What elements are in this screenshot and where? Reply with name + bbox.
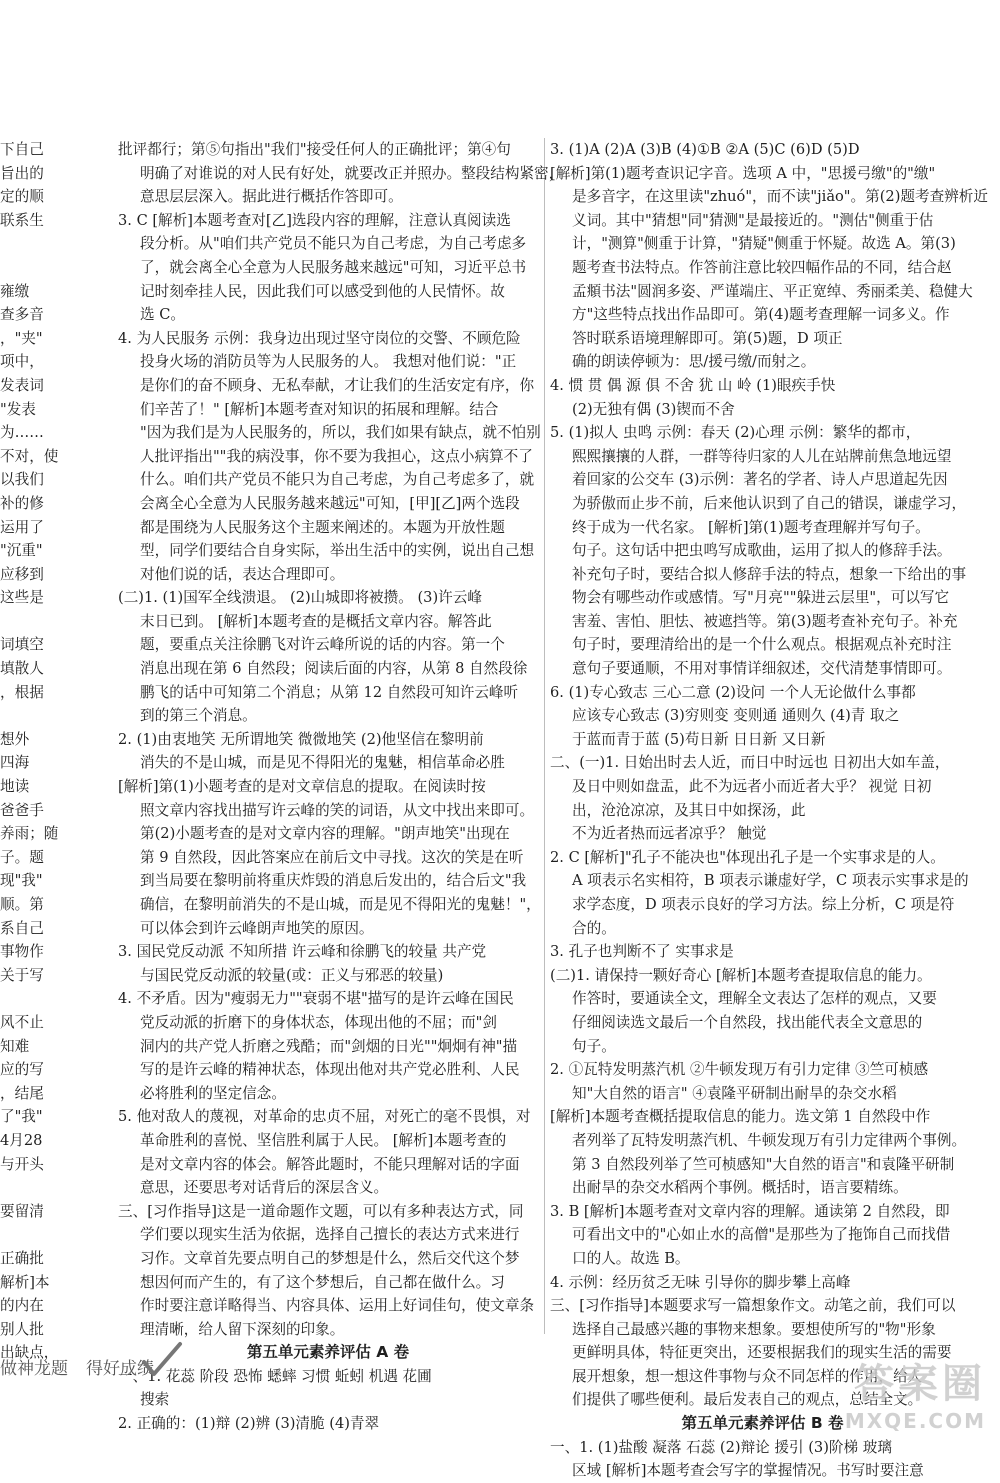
text-line: 必将胜利的坚定信念。 bbox=[140, 1084, 286, 1102]
text-line: 对他们说的话，表达合理即可。 bbox=[140, 565, 345, 583]
text-line: 人批评指出""我的病没事，你不要为我担心，这点小病算不了 bbox=[140, 447, 533, 465]
text-line: 出耐旱的杂交水稻两个事例。概括时，语言要精练。 bbox=[572, 1179, 908, 1197]
text-line: 党反动派的折磨下的身体状态，体现出他的不屈；而"剑 bbox=[140, 1013, 497, 1031]
text-line: 3. 孔子也判断不了 实事求是 bbox=[550, 943, 734, 961]
left-fragment-line: 补的修 bbox=[0, 494, 44, 512]
text-line: 理清晰，给人留下深刻的印象。 bbox=[140, 1320, 345, 1338]
text-line: 计，"测算"侧重于计算，"猜疑"侧重于怀疑。故选 A。第(3) bbox=[572, 235, 956, 253]
text-line: (2)无独有偶 (3)锲而不舍 bbox=[572, 400, 735, 418]
text-line: (二)1. (1)国军全线溃退。 (2)山城即将被攒。 (3)许云峰 bbox=[118, 589, 482, 607]
left-fragment-line: 了"我" bbox=[0, 1108, 43, 1126]
text-line: 句子。这句话中把虫鸣写成歌曲，运用了拟人的修辞手法。 bbox=[572, 542, 952, 560]
text-line: 4. 示例：经历贫乏无味 引导你的脚步攀上高峰 bbox=[550, 1273, 851, 1291]
text-line: 于蓝而青于蓝 (5)苟日新 日日新 又日新 bbox=[572, 730, 826, 748]
left-fragment-line bbox=[0, 256, 58, 280]
text-line: 3. B [解析]本题考查对文章内容的理解。通读第 2 自然段，即 bbox=[550, 1202, 950, 1220]
left-fragment-line bbox=[0, 232, 58, 256]
text-line: [解析]本题考查概括提取信息的能力。选文第 1 自然段中作 bbox=[550, 1108, 931, 1126]
text-line: 补充句子时，要结合拟人修辞手法的特点，想象一下给出的事 bbox=[572, 565, 967, 583]
left-fragment-line: 爸爸手 bbox=[0, 801, 44, 819]
text-line: 应该专心致志 (3)穷则变 变则通 通则久 (4)青 取之 bbox=[572, 707, 900, 725]
text-line: 不为近者热而远者凉乎？ 触觉 bbox=[572, 825, 767, 843]
text-line: 三、[习作指导]这是一道命题作文题，可以有多种表达方式，同 bbox=[118, 1202, 524, 1220]
text-line: 可看出文中的"心如止水的高僧"是那些为了拖饰自己而找借 bbox=[572, 1226, 951, 1244]
footer-slogan-left: 做神龙题 bbox=[0, 1358, 68, 1379]
text-line: 3. 国民党反动派 不知所措 许云峰和徐鹏飞的较量 共产党 bbox=[118, 943, 487, 961]
watermark-logo: 答案圈 bbox=[854, 1361, 986, 1407]
text-line: 写的是许云峰的精神状态，体现出他对共产党必胜利、人民 bbox=[140, 1061, 520, 1079]
text-line: 选 C。 bbox=[140, 306, 185, 324]
text-line: 口的人。故选 B。 bbox=[572, 1249, 690, 1267]
left-fragment-line: 正确批 bbox=[0, 1249, 44, 1267]
left-fragment-line: ，根据 bbox=[0, 683, 44, 701]
left-fragment-line bbox=[0, 987, 58, 1011]
text-line: 及日中则如盘盂，此不为远者小而近者大乎？ 视觉 日初 bbox=[572, 778, 932, 796]
left-fragment-line: 想外 bbox=[0, 730, 30, 748]
text-line: 到当局要在黎明前将重庆炸毁的消息后发出的，结合后文"我 bbox=[140, 872, 527, 890]
left-fragment-line: 以我们 bbox=[0, 471, 44, 489]
text-line: 第 9 自然段，因此答案应在前后文中寻找。这次的笑是在听 bbox=[140, 848, 524, 866]
left-fragment-line bbox=[0, 704, 58, 728]
text-line: 学们要以现实生活为依据，选择自己擅长的表达方式来进行 bbox=[140, 1226, 520, 1244]
text-line: 意思，还要思考对话背后的深层含义。 bbox=[140, 1179, 389, 1197]
text-line: 着回家的公交车 (3)示例：著名的学者、诗人卢思道起先因 bbox=[572, 471, 948, 489]
section-heading: 第五单元素养评估 B 卷 bbox=[681, 1414, 844, 1433]
text-line: 鹏飞的话中可知第二个消息；从第 12 自然段可知许云峰听 bbox=[140, 683, 519, 701]
text-line: 4. 为人民服务 示例：我身边出现过坚守岗位的交警、不顾危险 bbox=[118, 329, 521, 347]
text-line: 更鲜明具体，特征更突出，还要根据我们的现实生活的需要 bbox=[572, 1344, 952, 1362]
text-line: 4. 不矛盾。因为"瘦弱无力""衰弱不堪"描写的是许云峰在国民 bbox=[118, 990, 514, 1008]
text-line: 终于成为一代名家。 [解析]第(1)题考查理解并写句子。 bbox=[572, 518, 930, 536]
left-fragment-line: 子。题 bbox=[0, 848, 44, 866]
text-line: 题考查书法特点。作答前注意比较四幅作品的不同，结合赵 bbox=[572, 258, 952, 276]
left-fragment-line: 关于写 bbox=[0, 966, 44, 984]
left-fragment-line: 别人批 bbox=[0, 1320, 44, 1338]
text-line: [解析]第(1)小题考查的是对文章信息的提取。在阅读时按 bbox=[118, 778, 486, 796]
left-fragment-line: 项中， bbox=[0, 353, 44, 371]
text-line: 2. ①瓦特发明蒸汽机 ②牛顿发现万有引力定律 ③竺可桢感 bbox=[550, 1061, 929, 1079]
watermark-url: MXQE.COM bbox=[844, 1409, 986, 1433]
text-line: 消息出现在第 6 自然段；阅读后面的内容，从第 8 自然段徐 bbox=[140, 660, 528, 678]
left-fragment-line: 应移到 bbox=[0, 565, 44, 583]
text-line: 孟頫书法"圆润多姿、严谨端庄、平正宽绰、秀丽柔美、稳健大 bbox=[572, 282, 973, 300]
text-line: 第(2)小题考查的是对文章内容的理解。"朗声地笑"出现在 bbox=[140, 825, 510, 843]
text-line: 题，要重点关注徐鹏飞对许云峰所说的话的内容。第一个 bbox=[140, 636, 505, 654]
text-line: 了，就会离全心全意为人民服务越来越远"可知，习近平总书 bbox=[140, 258, 527, 276]
text-line: 都是围绕为人民服务这个主题来阐述的。本题为开放性题 bbox=[140, 518, 505, 536]
text-line: 段分析。从"咱们共产党员不能只为自己考虑，为自己考虑多 bbox=[140, 235, 527, 253]
left-fragment-line: 词填空 bbox=[0, 636, 44, 654]
left-fragment-line: 应的写 bbox=[0, 1061, 44, 1079]
text-line: 确信，在黎明前消失的不是山城，而是见不得阳光的鬼魅！"， bbox=[140, 896, 541, 913]
text-line: (二)1. 请保持一颗好奇心 [解析]本题考查提取信息的能力。 bbox=[550, 966, 932, 984]
text-line: 洞内的共产党人折磨之残酷；而"剑烟的日光""炯炯有神"描 bbox=[140, 1037, 518, 1055]
left-fragment-line: ，"夹" bbox=[0, 329, 43, 347]
text-line: 仔细阅读选文最后一个自然段，找出能代表全文意思的 bbox=[572, 1013, 923, 1031]
text-line: 照文章内容找出描写许云峰的笑的词语，从文中找出来即可。 bbox=[140, 801, 535, 819]
text-line: 作时要注意详略得当、内容具体、运用上好词佳句，使文章条 bbox=[140, 1297, 535, 1315]
text-line: 们辛苦了！" [解析]本题考查对知识的拓展和理解。结合 bbox=[140, 400, 499, 418]
text-line: 4. 惯 贯 偶 源 俱 不舍 犹 山 岭 (1)眼疾手快 bbox=[550, 376, 836, 394]
text-line: 句子时，要理清给出的是一个什么观点。根据观点补充时注 bbox=[572, 636, 952, 654]
left-fragment-line bbox=[0, 1223, 58, 1247]
text-line: 意思层层深入。据此进行概括作答即可。 bbox=[140, 188, 403, 206]
left-fragment-line: 下自己 bbox=[0, 141, 44, 158]
left-fragment-line: 要留清 bbox=[0, 1202, 44, 1220]
text-line: A 项表示名实相符，B 项表示谦虚好学，C 项表示实事求是的 bbox=[572, 872, 969, 890]
left-fragment-line: 风不止 bbox=[0, 1013, 44, 1031]
text-line: 消失的不是山城，而是见不得阳光的鬼魅，相信革命必胜 bbox=[140, 754, 505, 772]
text-line: 是对文章内容的体会。解答此题时，不能只理解对话的字面 bbox=[140, 1155, 520, 1173]
text-line: 3. C [解析]本题考查对[乙]选段内容的理解，注意认真阅读选 bbox=[118, 211, 511, 229]
text-line: 句子。 bbox=[572, 1037, 616, 1055]
text-line: 想因何而产生的，有了这个梦想后，自己都在做什么。习 bbox=[140, 1273, 505, 1291]
text-line: [解析]第(1)题考查识记字音。选项 A 中，"思援弓缴"的"缴" bbox=[550, 164, 936, 182]
left-fragment-line bbox=[0, 1176, 58, 1200]
left-fragment-line: 四海 bbox=[0, 754, 30, 772]
text-line: 可以体会到许云峰朗声地笑的原因。 bbox=[140, 919, 374, 937]
left-fragment-line: 运用了 bbox=[0, 518, 44, 536]
text-line: 5. (1)拟人 虫鸣 示例：春天 (2)心理 示例：繁华的都市， bbox=[550, 424, 921, 442]
left-fragment-line: 查多音 bbox=[0, 306, 44, 324]
text-line: 为骄傲而止步不前，后来他认识到了自己的错误，谦虚学习， bbox=[572, 494, 967, 512]
text-line: 2. 正确的：(1)辩 (2)辨 (3)清脆 (4)青翠 bbox=[118, 1415, 380, 1433]
text-line: 义词。其中"猜想"同"猜测"是最接近的。"测估"侧重于估 bbox=[572, 211, 934, 229]
left-fragment-line: 填散人 bbox=[0, 660, 44, 678]
text-line: 投身火场的消防员等为人民服务的人。 我想对他们说："正 bbox=[140, 353, 517, 371]
text-line: 害羞、害怕、胆怯、被遮挡等。第(3)题考查补充句子。补充 bbox=[572, 612, 958, 630]
text-line: 意句子要通顺，不用对事情详细叙述，交代清楚事情即可。 bbox=[572, 660, 952, 678]
text-line: 第 3 自然段列举了竺可桢感知"大自然的语言"和袁隆平研制 bbox=[572, 1155, 955, 1173]
text-line: 展开想象，想一想这件事物与众不同怎样的作用，给人 bbox=[572, 1367, 923, 1385]
text-line: 2. C [解析]"孔子不能决也"体现出孔子是一个实事求是的人。 bbox=[550, 848, 945, 866]
left-fragment-line: 养雨；随 bbox=[0, 825, 58, 843]
text-line: 是多音字，在这里读"zhuó"，而不读"jiǎo"。第(2)题考查辨析近 bbox=[572, 188, 988, 206]
watermark bbox=[845, 1352, 986, 1433]
footer-slogan bbox=[0, 1346, 154, 1386]
text-line: 三、[习作指导]本题要求写一篇想象作文。动笔之前，我们可以 bbox=[550, 1297, 956, 1315]
left-fragment-line: 旨出的 bbox=[0, 164, 44, 182]
text-line: 方"这些特点找出作品即可。第(4)题考查理解一词多义。作 bbox=[572, 306, 950, 324]
left-fragment-line: 地读 bbox=[0, 778, 30, 796]
text-line: 3. (1)A (2)A (3)B (4)①B ②A (5)C (6)D (5)D bbox=[550, 141, 860, 158]
text-line: 作答时，要通读全文，理解全文表达了怎样的观点，又要 bbox=[572, 990, 937, 1008]
text-line: 答时联系语境理解即可。第(5)题，D 项正 bbox=[572, 329, 843, 347]
text-line: 合的。 bbox=[572, 919, 616, 937]
text-line: 求学态度，D 项表示良好的学习方法。综上分析，C 项是符 bbox=[572, 896, 955, 913]
left-fragment-line: 顺。第 bbox=[0, 896, 44, 913]
left-fragment-line: 雍缴 bbox=[0, 282, 30, 300]
left-fragment-line: 出缺点， bbox=[0, 1344, 58, 1362]
left-fragment-line: 的内在 bbox=[0, 1297, 44, 1315]
left-fragment-line: 发表词 bbox=[0, 376, 44, 394]
left-fragment-line: 与开头 bbox=[0, 1155, 44, 1173]
text-line: 一、1. 花蕊 阶段 恐怖 蟋蟀 习惯 蚯蚓 机遇 花圃 bbox=[118, 1367, 432, 1385]
text-line: 搜索 bbox=[140, 1391, 170, 1409]
left-fragment-line bbox=[0, 610, 58, 634]
middle-column bbox=[118, 138, 564, 1436]
left-fragment-line: 定的顺 bbox=[0, 188, 44, 206]
left-column-fragments bbox=[0, 138, 58, 1365]
text-line: 熙熙攘攘的人群，一群等待归家的人儿在站牌前焦急地远望 bbox=[572, 447, 952, 465]
left-fragment-line: 现"我" bbox=[0, 872, 43, 890]
right-column bbox=[550, 138, 988, 1483]
left-fragment-line: 不对，使 bbox=[0, 447, 58, 465]
text-line: 到的第三个消息。 bbox=[140, 707, 257, 725]
left-fragment-line: 联系生 bbox=[0, 211, 44, 229]
text-line: 者列举了瓦特发明蒸汽机、牛顿发现万有引力定律两个事例。 bbox=[572, 1131, 967, 1149]
left-fragment-line: "发表 bbox=[0, 400, 36, 418]
text-line: 型，同学们要结合自身实际，举出生活中的实例，说出自己想 bbox=[140, 542, 535, 560]
left-fragment-line: 解析]本 bbox=[0, 1273, 50, 1291]
text-line: 与国民党反动派的较量(或：正义与邪恶的较量) bbox=[140, 966, 444, 984]
text-line: 是你们的奋不顾身、无私奉献，才让我们的生活安定有序，你 bbox=[140, 376, 535, 394]
text-line: 选择自己最感兴趣的事物来想象。要想使所写的"物"形象 bbox=[572, 1320, 936, 1338]
text-line: 一、1. (1)盐酸 凝落 石蕊 (2)辩论 援引 (3)阶梯 玻璃 bbox=[550, 1438, 892, 1456]
text-line: 知"大自然的语言" ④袁隆平研制出耐旱的杂交水稻 bbox=[572, 1084, 897, 1102]
column-divider bbox=[544, 138, 545, 1334]
left-fragment-line: ，结尾 bbox=[0, 1084, 44, 1102]
footer-slogan-right: 得好成绩 bbox=[86, 1358, 154, 1379]
left-fragment-line: "沉重" bbox=[0, 542, 43, 560]
left-fragment-line: 这些是 bbox=[0, 589, 44, 607]
left-fragment-line: 4月28 bbox=[0, 1131, 43, 1149]
left-fragment-line: 为…… bbox=[0, 424, 44, 442]
section-heading: 第五单元素养评估 A 卷 bbox=[246, 1343, 410, 1362]
text-line: 物会有哪些动作或感情。写"月亮""躲进云层里"，可以写它 bbox=[572, 589, 950, 607]
text-line: 2. (1)由衷地笑 无所谓地笑 微微地笑 (2)他坚信在黎明前 bbox=[118, 730, 484, 748]
left-fragment-line: 知难 bbox=[0, 1037, 30, 1055]
text-line: 习作。文章首先要点明自己的梦想是什么，然后交代这个梦 bbox=[140, 1249, 520, 1267]
text-line: "因为我们是为人民服务的，所以，我们如果有缺点，就不怕别 bbox=[140, 424, 541, 442]
text-line: 区域 [解析]本题考查会写字的掌握情况。书写时要注意 bbox=[572, 1462, 924, 1480]
text-line: 批评都行；第⑤句指出"我们"接受任何人的正确批评；第④句 bbox=[118, 141, 511, 158]
text-line: 5. 他对敌人的蔑视，对革命的忠贞不屈，对死亡的毫不畏惧，对 bbox=[118, 1108, 531, 1126]
text-line: 明确了对谁说的对人民有好处，就要改正并照办。整段结构紧密， bbox=[140, 164, 564, 182]
left-fragment-line: 事物作 bbox=[0, 943, 44, 961]
text-line: 二、(一)1. 日始出时去人近，而日中时远也 日初出大如车盖， bbox=[550, 754, 950, 772]
text-line: 什么。咱们共产党员不能只为自己考虑，为自己考虑多了，就 bbox=[140, 471, 535, 489]
text-line: 末日已到。 [解析]本题考查的是概括文章内容。解答此 bbox=[140, 612, 492, 630]
text-line: 记时刻牵挂人民，因此我们可以感受到他的人民情怀。故 bbox=[140, 282, 505, 300]
text-line: 出，沧沧凉凉，及其日中如探汤，此 bbox=[572, 801, 806, 819]
text-line: 革命胜利的喜悦、坚信胜利属于人民。 [解析]本题考查的 bbox=[140, 1131, 507, 1149]
left-fragment-line: 系自己 bbox=[0, 919, 44, 937]
text-line: 确的朗读停顿为：思/援弓缴/而射之。 bbox=[572, 353, 816, 371]
checkmark-icon bbox=[140, 1340, 184, 1380]
text-line: 们提供了哪些便利。最后发表自己的观点，总结全文。 bbox=[572, 1391, 923, 1409]
text-line: 会离全心全意为人民服务越来越远"可知，[甲][乙]两个选段 bbox=[140, 494, 520, 512]
text-line: 6. (1)专心致志 三心二意 (2)设问 一个人无论做什么事都 bbox=[550, 683, 916, 701]
